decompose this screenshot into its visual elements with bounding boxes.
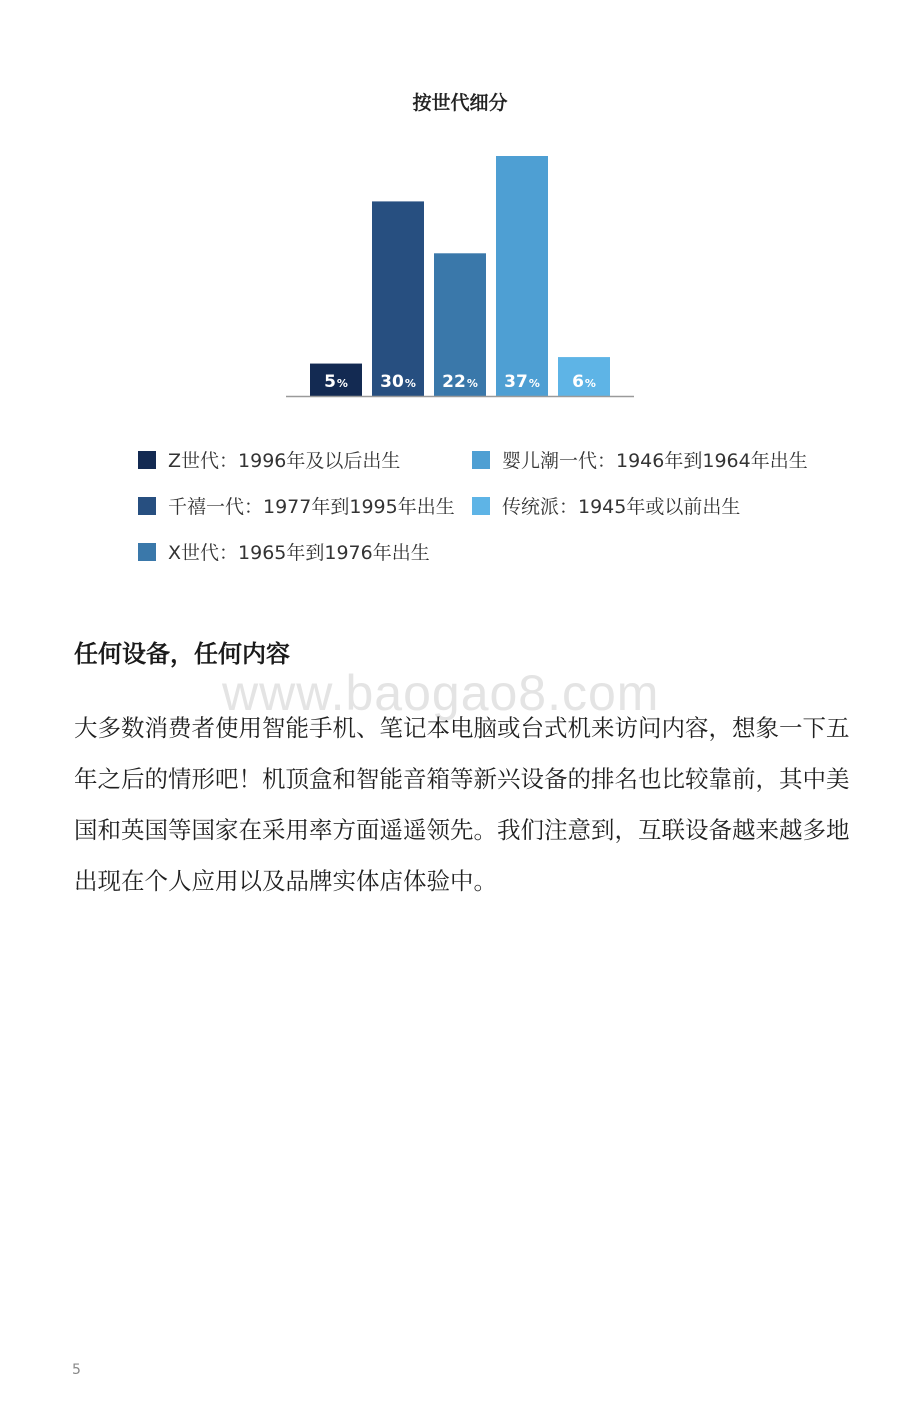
bar-value-label: 5% <box>324 372 348 392</box>
bar-1 <box>372 201 424 396</box>
legend-item-gen-x <box>138 538 430 565</box>
bar-value-label: 30% <box>380 372 416 392</box>
bar-value-label: 37% <box>504 372 540 392</box>
bar-value-label: 22% <box>442 372 478 392</box>
bar-3 <box>496 156 548 396</box>
legend-swatch <box>138 497 156 515</box>
legend-swatch <box>138 451 156 469</box>
page-number: 5 <box>72 1362 81 1378</box>
section-body: 大多数消费者使用智能手机、笔记本电脑或台式机来访问内容，想象一下五年之后的情形吧！机顶盒和智能音箱等新兴设备的排名也比较靠前，其中美国和英国等国家在采用率方面遥遥领先。我们注意到，互联设备越来越多地出现在个人应用以及品牌实体店体验中。 <box>74 714 850 895</box>
legend-label: Z世代：1996年及以后出生 <box>168 450 401 472</box>
legend-label: X世代：1965年到1976年出生 <box>168 542 430 564</box>
legend-label: 千禧一代：1977年到1995年出生 <box>168 496 455 518</box>
legend-item-millennials <box>138 492 455 519</box>
legend-swatch <box>138 543 156 561</box>
legend-item-gen-z <box>138 446 400 473</box>
legend-swatch <box>472 497 490 515</box>
legend-label: 婴儿潮一代：1946年到1964年出生 <box>502 450 808 472</box>
chart-title: 按世代细分 <box>412 92 508 114</box>
section-heading: 任何设备，任何内容 <box>74 640 290 668</box>
legend-item-traditionalists <box>472 492 740 519</box>
bar-value-label: 6% <box>572 372 596 392</box>
legend-swatch <box>472 451 490 469</box>
legend-label: 传统派：1945年或以前出生 <box>502 496 741 518</box>
legend-item-baby-boomers <box>472 446 808 473</box>
watermark: www.baogao8.com <box>222 665 660 721</box>
bar-chart <box>0 140 920 405</box>
